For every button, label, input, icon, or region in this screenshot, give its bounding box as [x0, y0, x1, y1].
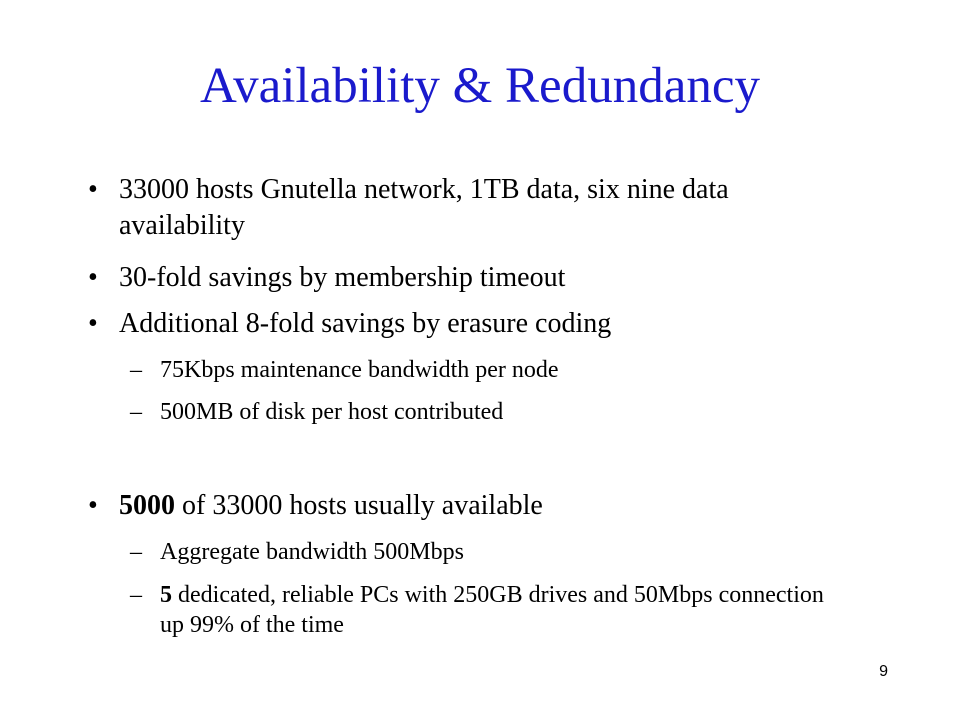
bullet-item	[88, 172, 828, 244]
sub-bullet-marker: –	[130, 539, 142, 565]
sub-bullet-text: Aggregate bandwidth 500Mbps	[160, 539, 464, 565]
bullet-text: 33000 hosts Gnutella network, 1TB data, six nine data availability	[119, 174, 729, 241]
bullet-text: Additional 8-fold savings by erasure coding	[119, 308, 612, 339]
bullet-text-rest: of 33000 hosts usually available	[175, 490, 543, 521]
bullet-item	[88, 260, 828, 296]
bullet-item	[88, 306, 828, 342]
sub-bullet-text: 500MB of disk per host contributed	[160, 399, 504, 425]
slide-title: Availability & Redundancy	[200, 58, 760, 114]
bullet-marker: •	[88, 490, 98, 521]
sub-bullet-marker: –	[130, 357, 142, 383]
page-number: 9	[879, 663, 888, 680]
bullet-marker: •	[88, 174, 98, 205]
sub-bullet-marker: –	[130, 399, 142, 425]
bullet-marker: •	[88, 262, 98, 293]
sub-bullet-text	[160, 580, 830, 640]
sub-bullet-item	[130, 537, 830, 567]
sub-bullet-text: 75Kbps maintenance bandwidth per node	[160, 357, 559, 383]
bullet-text: 30-fold savings by membership timeout	[119, 262, 566, 293]
sub-bullet-item	[130, 397, 830, 427]
sub-bullet-item	[130, 580, 830, 640]
bullet-marker: •	[88, 308, 98, 339]
bullet-item	[88, 488, 828, 524]
sub-bullet-bold-prefix: 5	[160, 582, 172, 608]
sub-bullet-marker: –	[130, 582, 142, 608]
sub-bullet-text-rest: dedicated, reliable PCs with 250GB drives and 50Mbps connection up 99% of the time	[160, 582, 824, 638]
bullet-bold-prefix: 5000	[119, 490, 175, 521]
bullet-text	[119, 488, 828, 524]
sub-bullet-item	[130, 355, 830, 385]
